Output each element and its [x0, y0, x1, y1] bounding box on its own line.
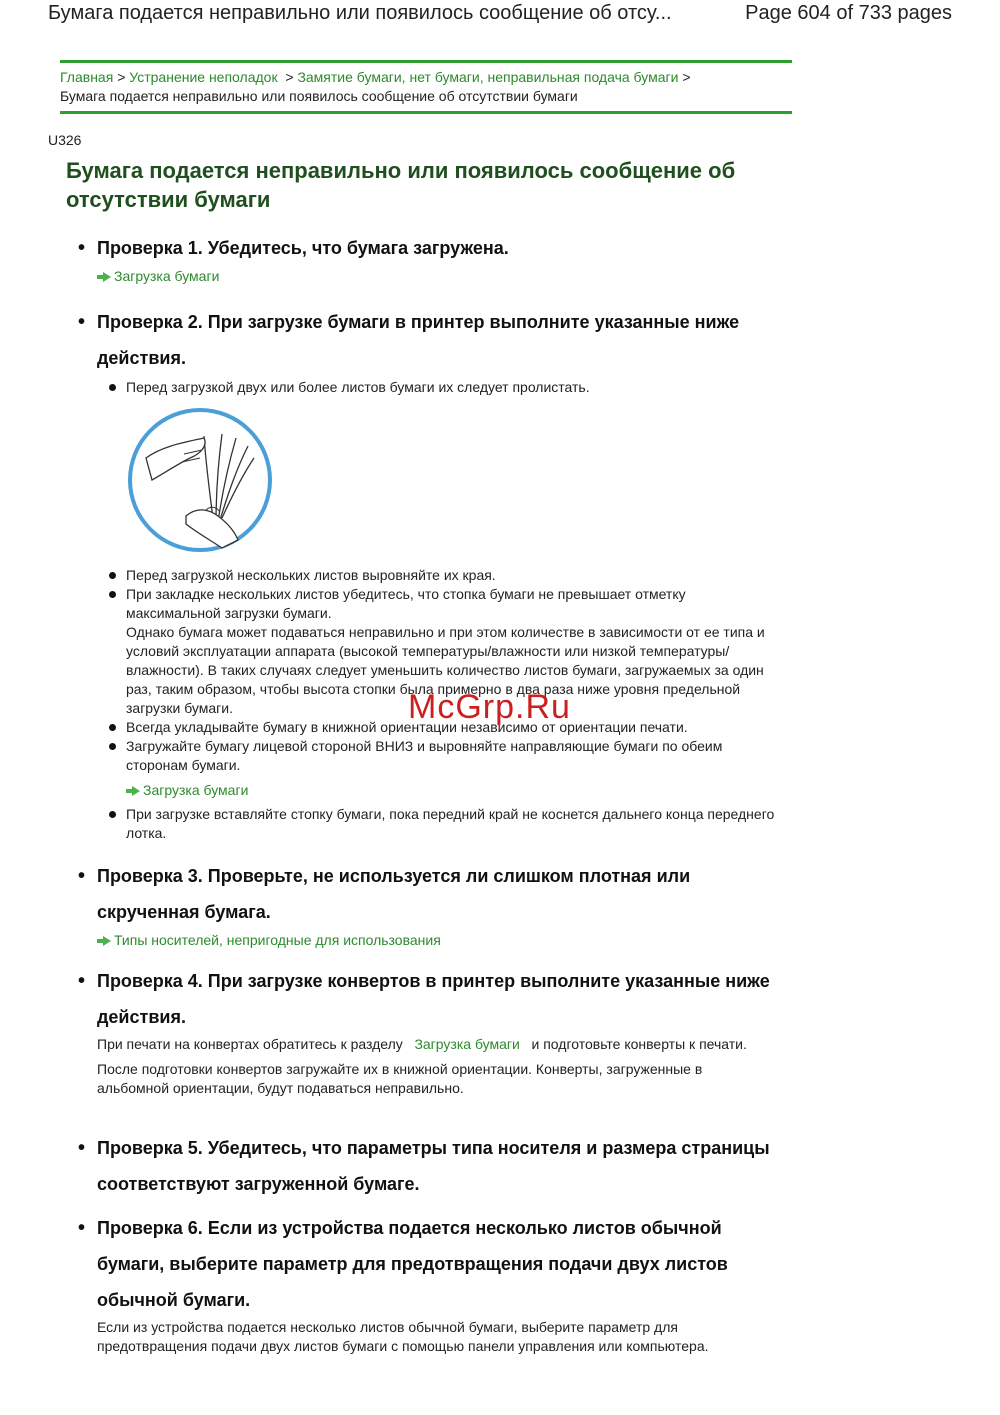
- check-2: [78, 304, 778, 397]
- check-6-text: Если из устройства подается несколько листов обычной бумаги, выберите параметр для предотвращения подачи двух листов бумаги с помощью панели управления или компьютера.: [97, 1319, 709, 1354]
- document-title: Бумага подается неправильно или появилось сообщение об отсу...: [48, 2, 672, 24]
- page-title: Бумага подается неправильно или появилось сообщение об отсутствии бумаги: [66, 158, 736, 212]
- check-4-text: [97, 1035, 778, 1054]
- breadcrumb-troubleshooting-link[interactable]: Устранение неполадок: [129, 69, 278, 85]
- text-segment: При печати на конвертах обратитесь к разделу: [97, 1036, 403, 1052]
- page-header: [0, 0, 1000, 32]
- check-1-heading: • Проверка 1. Убедитесь, что бумага загружена.: [78, 230, 778, 266]
- breadcrumb-current: Бумага подается неправильно или появилось сообщение об отсутствии бумаги: [60, 88, 578, 104]
- arrow-right-icon: [103, 936, 111, 946]
- link-label[interactable]: Типы носителей, непригодные для использования: [114, 932, 441, 948]
- breadcrumb-separator: >: [285, 69, 294, 85]
- breadcrumb-separator: >: [682, 69, 691, 85]
- check-4-text-2: После подготовки конвертов загружайте их в книжной ориентации. Конверты, загруженные в альбомной ориентации, будут подаваться неправильно.: [97, 1061, 703, 1096]
- list-item-text: При закладке нескольких листов убедитесь, что стопка бумаги не превышает отметку максимальной загрузки бумаги.: [126, 586, 686, 621]
- link-label[interactable]: Загрузка бумаги: [114, 268, 220, 284]
- fanning-paper-illustration: [126, 406, 274, 554]
- link-label[interactable]: Загрузка бумаги: [143, 782, 249, 798]
- check-1-link[interactable]: [97, 266, 778, 286]
- breadcrumb-section-link[interactable]: Замятие бумаги, нет бумаги, неправильная подача бумаги: [297, 69, 679, 85]
- check-2-list-a: [78, 378, 778, 397]
- check-3-heading: • Проверка 3. Проверьте, не используется ли слишком плотная или скрученная бумага.: [78, 858, 778, 930]
- arrow-right-icon: [132, 786, 140, 796]
- check-1: [78, 230, 778, 286]
- doc-code: U326: [48, 132, 82, 148]
- check-2-heading: • Проверка 2. При загрузке бумаги в принтер выполните указанные ниже действия.: [78, 304, 778, 376]
- check-5-heading: • Проверка 5. Убедитесь, что параметры типа носителя и размера страницы соответствуют загруженной бумаге.: [78, 1130, 778, 1202]
- check-4: [78, 963, 778, 1098]
- check-2-list-c: [78, 805, 778, 843]
- check-4-heading: • Проверка 4. При загрузке конвертов в принтер выполните указанные ниже действия.: [78, 963, 778, 1035]
- list-item-note: Однако бумага может подаваться неправильно и при этом количестве в зависимости от ее типа и условий эксплуатации аппарата (высокой температуры/влажности или низкой температуры/влажности). В таких случаях следует уменьшить количество листов бумаги, загружаемых за один раз, таким образом, чтобы высота стопки была примерно в два раза ниже уровня предельной загрузки бумаги.: [126, 624, 765, 716]
- page-number: Page 604 of 733 pages: [745, 2, 952, 24]
- check-5: [78, 1130, 778, 1202]
- check-2-link[interactable]: [126, 780, 778, 800]
- check-2-list-b: [78, 566, 778, 775]
- list-item: Загружайте бумагу лицевой стороной ВНИЗ и выровняйте направляющие бумаги по обеим сторонам бумаги.: [78, 737, 778, 775]
- check-3-link[interactable]: [97, 930, 778, 950]
- breadcrumb-separator: >: [117, 69, 126, 85]
- check-6: [78, 1210, 778, 1356]
- watermark: McGrp.Ru: [408, 688, 571, 726]
- check-3: [78, 858, 778, 950]
- breadcrumb-home-link[interactable]: Главная: [60, 69, 114, 85]
- breadcrumb: [60, 60, 792, 114]
- text-segment: и подготовьте конверты к печати.: [531, 1036, 747, 1052]
- list-item: При загрузке вставляйте стопку бумаги, пока передний край не коснется дальнего конца переднего лотка.: [78, 805, 778, 843]
- list-item: Всегда укладывайте бумагу в книжной ориентации независимо от ориентации печати.: [78, 718, 778, 737]
- list-item: Перед загрузкой нескольких листов выровняйте их края.: [78, 566, 778, 585]
- list-item: Перед загрузкой двух или более листов бумаги их следует пролистать.: [78, 378, 778, 397]
- arrow-right-icon: [103, 272, 111, 282]
- check-6-heading: • Проверка 6. Если из устройства подается несколько листов обычной бумаги, выберите параметр для предотвращения подачи двух листов обычной бумаги.: [78, 1210, 778, 1318]
- check-4-link[interactable]: Загрузка бумаги: [414, 1036, 520, 1052]
